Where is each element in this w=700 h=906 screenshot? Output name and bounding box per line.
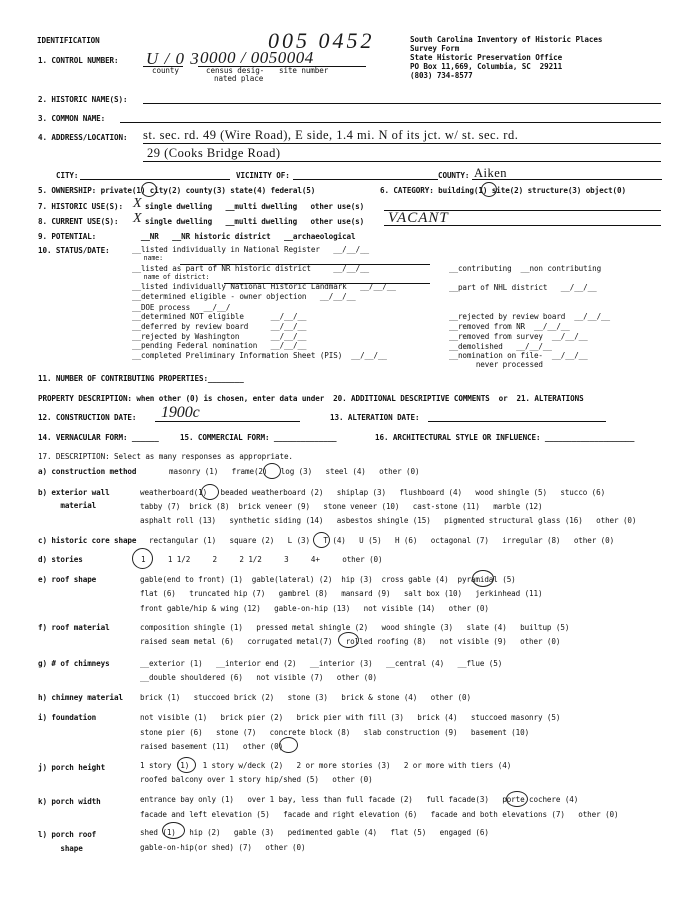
roof-shape-label: e) roof shape <box>38 575 97 584</box>
status-item: __removed from survey __/__/__ <box>449 332 588 341</box>
org-line: State Historic Preservation Office <box>410 53 563 62</box>
construction-method-label: a) construction method <box>38 467 137 476</box>
county-field[interactable] <box>472 179 662 180</box>
roof-material-label: f) roof material <box>38 623 110 632</box>
status-item: __removed from NR __/__/__ <box>449 322 570 331</box>
status-item: never processed <box>449 360 543 369</box>
property-description-note: PROPERTY DESCRIPTION: when other (0) is chosen, enter data under 20. ADDITIONAL DESCRIPTIVE COMMENTS or 21. ALTERATIONS <box>38 394 584 403</box>
chimneys-line-2: __double shouldered (6) not visible (7) other (0) <box>140 673 378 682</box>
roof-material-line-1: composition shingle (1) pressed metal shingle (2) wood shingle (3) slate (4) builtup (5) <box>140 623 570 632</box>
core-shape-l-mark <box>313 532 330 548</box>
construction-frame-mark <box>263 463 281 479</box>
control-county-value: U / 0 3 <box>146 49 200 68</box>
ownership-selected-mark <box>141 182 157 197</box>
status-item: __listed as part of NR historic district __/__/__ <box>132 264 370 273</box>
alteration-date-label: 13. ALTERATION DATE: <box>330 413 420 422</box>
org-line: South Carolina Inventory of Historic Places <box>410 35 603 44</box>
porch-shed-mark <box>162 822 185 839</box>
porch-roof-line-2: gable-on-hip(or shed) (7) other (0) <box>140 843 306 852</box>
roof-shape-line-3: front gable/hip & wing (12) gable-on-hip (13) not visible (14) other (0) <box>140 604 489 613</box>
status-item: __rejected by review board __/__/__ <box>449 312 610 321</box>
core-shape-options: rectangular (1) square (2) L (3) T (4) U (5) H (6) octagonal (7) irregular (8) other (0) <box>149 536 615 545</box>
foundation-line-1: not visible (1) brick pier (2) brick pier with fill (3) brick (4) stuccoed masonry (5) <box>140 713 561 722</box>
current-other-field[interactable] <box>384 225 661 226</box>
porch-height-label: j) porch height <box>38 763 106 772</box>
current-other-value: VACANT <box>388 210 449 226</box>
status-item: __determined NOT eligible __/__/__ <box>132 312 307 321</box>
stories-label: d) stories <box>38 555 83 564</box>
historic-names-field[interactable] <box>143 103 661 104</box>
org-line: (803) 734-8577 <box>410 71 473 80</box>
status-item: __nomination on file- __/__/__ <box>449 351 588 360</box>
description-heading: 17. DESCRIPTION: Select as many responses as appropriate. <box>38 452 293 461</box>
county-caption: county <box>152 66 179 75</box>
status-item: __pending Federal nomination __/__/__ <box>132 341 307 350</box>
city-label: CITY: <box>56 171 79 180</box>
core-shape-label: c) historic core shape <box>38 536 137 545</box>
porch-width-line-2: facade and left elevation (5) facade and right elevation (6) facade and both elevations (7) other (0) <box>140 810 619 819</box>
handwritten-file-number: 005 0452 <box>268 28 375 53</box>
city-field[interactable] <box>80 179 230 180</box>
construction-method-options: masonry (1) frame(2) log (3) steel (4) other (0) <box>169 467 420 476</box>
vernacular-form: 14. VERNACULAR FORM: ______ <box>38 433 159 442</box>
chimneys-label: g) # of chimneys <box>38 659 110 668</box>
census-caption-2: nated place <box>214 74 264 83</box>
construction-date-field[interactable] <box>155 421 300 422</box>
status-item: __determined eligible - owner objection __/__/__ <box>132 292 356 301</box>
address-rule-2 <box>143 161 661 162</box>
contributing-properties: 11. NUMBER OF CONTRIBUTING PROPERTIES:________ <box>38 374 244 383</box>
weatherboard-mark <box>201 484 219 500</box>
chimney-material-label: h) chimney material <box>38 693 123 702</box>
exterior-wall-label-2: material <box>38 501 97 510</box>
address-line-1: st. sec. rd. 49 (Wire Road), E side, 1.4 mi. N of its jct. w/ st. sec. rd. <box>143 128 519 142</box>
status-district-field[interactable] <box>224 283 430 284</box>
status-item: __demolished __/__/__ <box>449 342 552 351</box>
chimney-material-options: brick (1) stuccoed brick (2) stone (3) brick & stone (4) other (0) <box>140 693 471 702</box>
full-facade-mark <box>506 791 528 807</box>
address-line-2: 29 (Cooks Bridge Road) <box>147 146 281 160</box>
current-use-check: X <box>133 211 142 226</box>
exterior-wall-line-3: asphalt roll (13) synthetic siding (14) asbestos shingle (15) pigmented structural glass (16) other (0) <box>140 516 637 525</box>
porch-one-story-mark <box>177 757 196 773</box>
alteration-date-field[interactable] <box>428 421 606 422</box>
status-item: __contributing __non contributing <box>449 264 602 273</box>
census-caption: census desig- <box>206 66 265 75</box>
status-item: __deferred by review board __/__/__ <box>132 322 307 331</box>
roof-shape-line-1: gable(end to front) (1) gable(lateral) (2) hip (3) cross gable (4) pyramidal (5) <box>140 575 516 584</box>
roof-shape-line-2: flat (6) truncated hip (7) gambrel (8) mansard (9) salt box (10) jerkinhead (11) <box>140 589 543 598</box>
exterior-wall-line-1: weatherboard(1) beaded weatherboard (2) shiplap (3) flushboard (4) wood shingle (5) stucco (6) <box>140 488 606 497</box>
status-item: __listed individually in National Register __/__/__ <box>132 245 370 254</box>
historic-use-label: 7. HISTORIC USE(S): <box>38 202 128 211</box>
identification-heading: IDENTIFICATION <box>37 36 100 45</box>
status-name-field[interactable] <box>180 264 430 265</box>
roof-material-line-2: raised seam metal (6) corrugated metal(7) rolled roofing (8) not visible (9) other (0) <box>140 637 561 646</box>
porch-height-line-1: 1 story (1) 1 story w/deck (2) 2 or more stories (3) 2 or more with tiers (4) <box>140 761 512 770</box>
cross-gable-mark <box>472 570 494 587</box>
common-name-label: 3. COMMON NAME: <box>38 114 106 123</box>
exterior-wall-label: b) exterior wall <box>38 488 110 497</box>
address-rule-1 <box>143 143 661 144</box>
exterior-wall-line-2: tabby (7) brick (8) brick veneer (9) stone veneer (10) cast-stone (11) marble (12) <box>140 502 543 511</box>
current-use-label: 8. CURRENT USE(S): <box>38 217 123 226</box>
county-value: Aiken <box>474 166 508 180</box>
stories-one-mark <box>132 548 153 569</box>
corrugated-metal-mark <box>338 632 359 648</box>
status-item: name of district: <box>132 273 210 281</box>
status-item: __DOE process __/__/ <box>132 303 231 312</box>
org-line: Survey Form <box>410 44 460 53</box>
foundation-other-mark <box>279 737 298 753</box>
status-item: name: <box>132 254 163 262</box>
org-line: PO Box 11,669, Columbia, SC 29211 <box>410 62 563 71</box>
foundation-line-2: stone pier (6) stone (7) concrete block (8) slab construction (9) basement (10) <box>140 728 530 737</box>
ownership-row: 5. OWNERSHIP: private(1) city(2) county(3) state(4) federal(5) <box>38 186 316 195</box>
construction-date-label: 12. CONSTRUCTION DATE: <box>38 413 137 422</box>
foundation-line-3: raised basement (11) other (0) <box>140 742 284 751</box>
address-label: 4. ADDRESS/LOCATION: <box>38 133 128 142</box>
stories-options: 1 1 1/2 2 2 1/2 3 4+ other (0) <box>141 555 383 564</box>
porch-height-line-2: roofed balcony over 1 story hip/shed (5) other (0) <box>140 775 373 784</box>
status-item: __listed individually National Historic Landmark __/__/__ <box>132 282 396 291</box>
chimneys-line-1: __exterior (1) __interior end (2) __interior (3) __central (4) __flue (5) <box>140 659 503 668</box>
status-item: __rejected by Washington __/__/__ <box>132 332 307 341</box>
category-selected-mark <box>481 182 497 197</box>
porch-roof-label: l) porch roof <box>38 830 97 839</box>
foundation-label: i) foundation <box>38 713 97 722</box>
status-label: 10. STATUS/DATE: <box>38 246 110 255</box>
common-name-field[interactable] <box>120 122 661 123</box>
vicinity-field[interactable] <box>293 179 438 180</box>
historic-use-options: single dwelling __multi dwelling other use(s) <box>145 202 365 211</box>
control-number-label: 1. CONTROL NUMBER: <box>38 56 119 65</box>
historic-names-label: 2. HISTORIC NAME(S): <box>38 95 128 104</box>
architectural-style: 16. ARCHITECTURAL STYLE OR INFLUENCE: ____________________ <box>375 433 635 442</box>
construction-date-value: 1900c <box>161 404 200 421</box>
status-item: __part of NHL district __/__/__ <box>449 283 597 292</box>
porch-roof-line-1: shed (1) hip (2) gable (3) pedimented gable (4) flat (5) engaged (6) <box>140 828 489 837</box>
porch-width-line-1: entrance bay only (1) over 1 bay, less than full facade (2) full facade(3) porte cochere (4) <box>140 795 579 804</box>
porch-roof-label-2: shape <box>38 844 83 853</box>
porch-width-label: k) porch width <box>38 797 101 806</box>
county-label: COUNTY: <box>438 171 470 180</box>
potential-row: 9. POTENTIAL: __NR __NR historic district __archaeological <box>38 232 356 241</box>
site-caption: site number <box>279 66 329 75</box>
category-row: 6. CATEGORY: building(1) site(2) structure(3) object(0) <box>380 186 626 195</box>
current-use-options: single dwelling __multi dwelling other use(s) <box>145 217 365 226</box>
status-item: __completed Preliminary Information Sheet (PIS) __/__/__ <box>132 351 387 360</box>
vicinity-label: VICINITY OF: <box>236 171 290 180</box>
control-site-value: 0000 / 0050004 <box>200 48 314 67</box>
historic-use-check: X <box>133 196 142 211</box>
commercial-form: 15. COMMERCIAL FORM: ______________ <box>180 433 337 442</box>
